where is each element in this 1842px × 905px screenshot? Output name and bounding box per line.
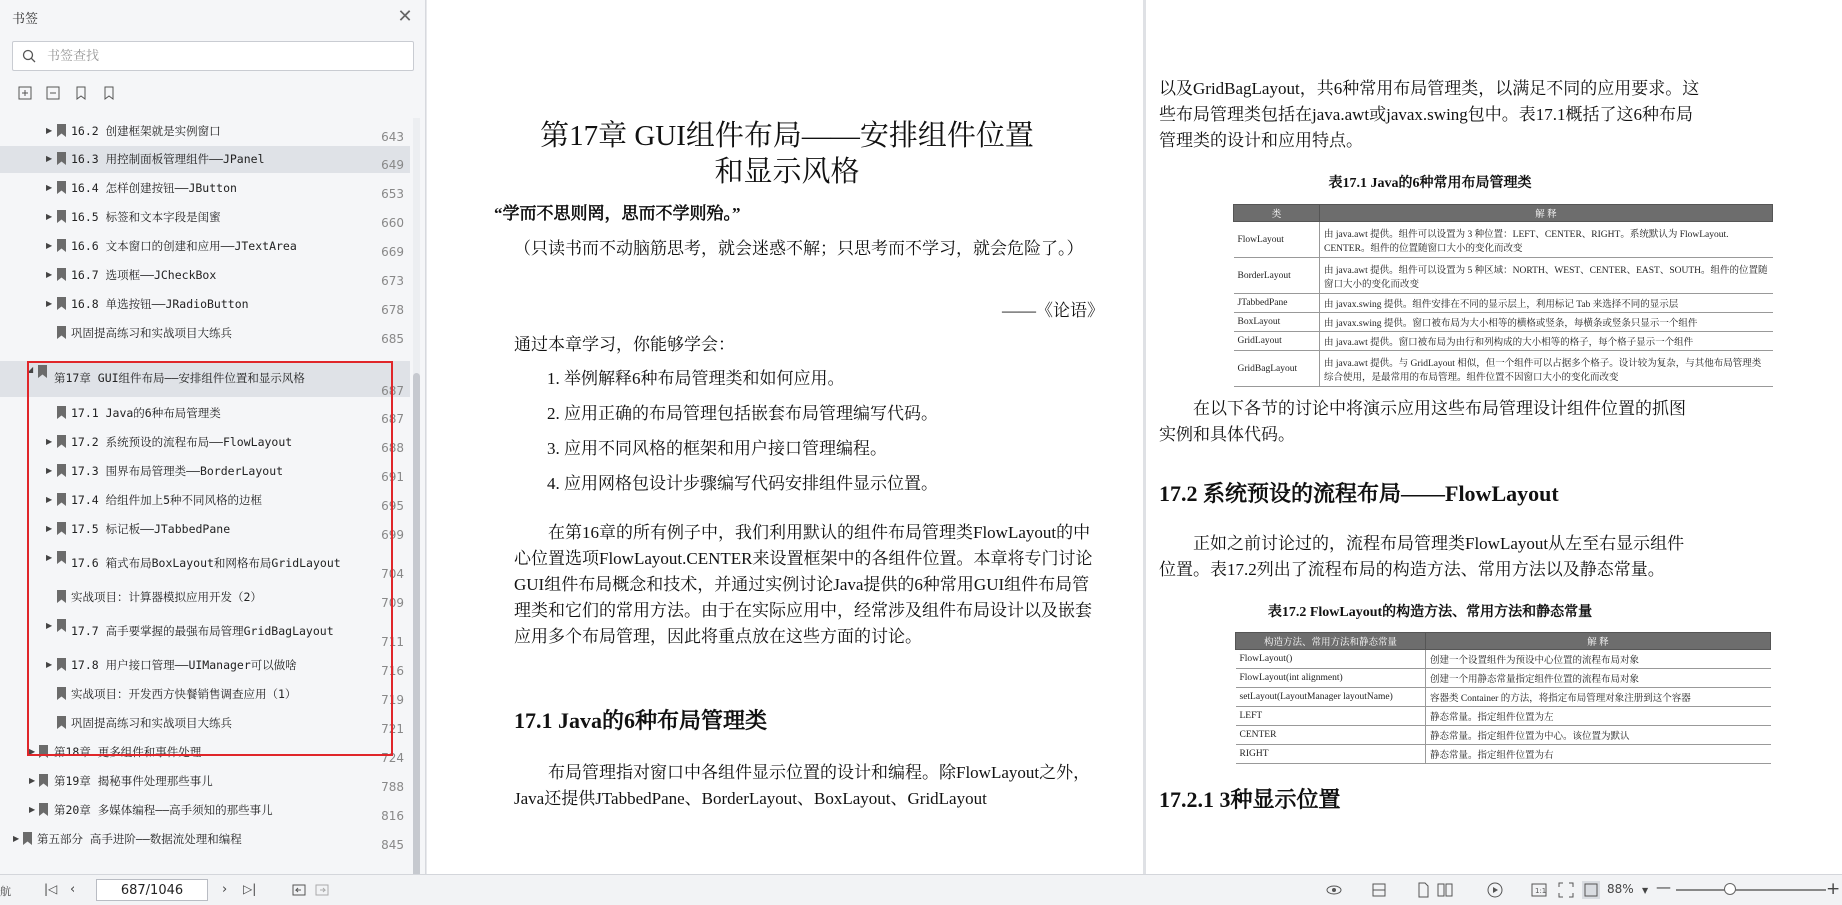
table-caption: 表17.2 FlowLayout的构造方法、常用方法和静态常量 <box>1267 605 1593 620</box>
expand-arrow-icon[interactable]: ▶ <box>46 241 53 250</box>
tree-item-label: 第20章 多媒体编程——高手须知的那些事儿 <box>54 803 273 817</box>
tree-item-label: 实战项目：计算器模拟应用开发（2） <box>71 590 262 604</box>
quote-note <box>514 236 1104 262</box>
table-cell: BoxLayout <box>1234 313 1320 332</box>
scrollbar-thumb[interactable] <box>413 373 420 905</box>
tree-item-page: 788 <box>381 780 404 794</box>
bookmark-icon <box>57 210 66 223</box>
bookmark-icon <box>39 774 48 787</box>
tree-item-label: 17.7 高手要掌握的最强布局管理GridBagLayout <box>71 624 334 638</box>
bookmark-icon <box>57 658 66 671</box>
bookmark-icon[interactable] <box>100 84 118 102</box>
table-cell: BorderLayout <box>1234 258 1320 294</box>
tree-item[interactable] <box>0 233 410 260</box>
tree-item-page: 721 <box>381 722 404 736</box>
tree-item-label: 16.3 用控制面板管理组件——JPanel <box>71 152 265 166</box>
expand-arrow-icon[interactable]: ▶ <box>46 524 53 533</box>
tree-item-chapter[interactable] <box>0 739 410 766</box>
tree-item-label: 第17章 GUI组件布局——安排组件位置和显示风格 <box>54 371 305 385</box>
table-header: 类 <box>1234 205 1320 222</box>
section-heading: 17.2 系统预设的流程布局——FlowLayout <box>1159 481 1559 506</box>
document-view[interactable] <box>427 0 1842 874</box>
zoom-in-icon[interactable]: + <box>1826 879 1841 899</box>
tree-item-page: 719 <box>381 693 404 707</box>
fit-page-icon[interactable] <box>1557 881 1575 899</box>
zoom-dropdown-icon[interactable]: ▼ <box>1642 886 1649 895</box>
tree-item-label: 17.1 Java的6种布局管理类 <box>71 406 221 420</box>
quote-note-text: （只读书而不动脑筋思考，就会迷惑不解；只思考而不学习，就会危险了。） <box>514 239 1084 258</box>
tree-item-label: 17.4 给组件加上5种不同风格的边框 <box>71 493 263 507</box>
bookmark-icon <box>57 551 66 564</box>
bookmark-icon <box>57 493 66 506</box>
prev-page-icon[interactable]: ‹ <box>70 882 76 897</box>
expand-arrow-icon[interactable]: ▶ <box>46 466 53 475</box>
tree-item-label: 17.5 标记板——JTabbedPane <box>71 522 231 536</box>
tree-item[interactable] <box>0 681 410 708</box>
table-cell: FlowLayout(int alignment) <box>1236 669 1426 688</box>
play-icon[interactable] <box>1486 881 1504 899</box>
zoom-level[interactable]: 88% <box>1607 882 1634 896</box>
tree-item-page: 695 <box>381 499 404 513</box>
bookmark-icon <box>57 522 66 535</box>
tree-item[interactable] <box>0 320 410 347</box>
tree-item-page: 816 <box>381 809 404 823</box>
bookmark-search-box[interactable] <box>12 41 414 71</box>
quote-source: ——《论语》 <box>1002 301 1104 320</box>
tree-item-page: 669 <box>381 245 404 259</box>
table-cell: 静态常量。指定组件位置为右 <box>1426 745 1771 764</box>
tree-item-label: 16.2 创建框架就是实例窗口 <box>71 124 221 138</box>
first-page-icon[interactable]: |◁ <box>44 882 58 896</box>
table-caption: 表17.1 Java的6种常用布局管理类 <box>1328 176 1532 191</box>
goal-item: 1. 举例解释6种布局管理类和如何应用。 <box>547 369 845 388</box>
bookmark-icon <box>57 687 66 700</box>
tree-item-label: 实战项目：开发西方快餐销售调查应用（1） <box>71 687 297 701</box>
collapse-arrow-icon[interactable]: ◢ <box>27 365 34 374</box>
tree-item-page: 649 <box>381 158 404 172</box>
tree-item[interactable] <box>0 118 410 145</box>
table-cell: GridBagLayout <box>1234 351 1320 387</box>
table-cell: GridLayout <box>1234 332 1320 351</box>
bookmark-icon <box>39 745 48 758</box>
tree-item-page: 685 <box>381 332 404 346</box>
layout-classes-table <box>1233 204 1773 387</box>
bookmark-search-input[interactable] <box>47 45 407 67</box>
table-header: 构造方法、常用方法和静态常量 <box>1236 633 1426 650</box>
tree-item-label: 17.8 用户接口管理——UIManager可以做啥 <box>71 658 297 672</box>
body-paragraph: 在第16章的所有例子中，我们利用默认的组件布局管理类FlowLayout的中心位置选项FlowLayout.CENTER来设置框架中的各组件位置。本章将专门讨论GUI组件布局概念和技术，并通过实例讨论Java提供的6种常用GUI组件布局管理类和它们的常用方法。由于在实际应用中，经常涉及组件布局设计以及嵌套应用多个布局管理，因此将重点放在这些方面的讨论。 <box>514 523 1093 646</box>
table-cell: setLayout(LayoutManager layoutName) <box>1236 688 1426 707</box>
table-header: 解 释 <box>1320 205 1773 222</box>
expand-arrow-icon[interactable]: ▶ <box>29 805 36 814</box>
tree-item[interactable] <box>0 291 410 318</box>
bookmark-sidebar <box>0 0 426 874</box>
svg-text:1:1: 1:1 <box>1535 887 1547 895</box>
nav-label: 航 <box>0 885 11 898</box>
table-cell: 静态常量。指定组件位置为中心。该位置为默认 <box>1426 726 1771 745</box>
table-cell: JTabbedPane <box>1234 294 1320 313</box>
tree-item-page: 687 <box>381 412 404 426</box>
page-number-input[interactable] <box>96 879 208 901</box>
double-page-icon[interactable] <box>1436 881 1454 899</box>
tree-item-page: 724 <box>381 751 404 765</box>
tree-item-label: 16.6 文本窗口的创建和应用——JTextArea <box>71 239 297 253</box>
body-paragraph: 以及GridBagLayout，共6种常用布局管理类，以满足不同的应用要求。这些布局管理类包括在java.awt或javax.swing包中。表17.1概括了这6种布局管理类的设计和应用特点。 <box>1159 79 1700 150</box>
fit-width-icon[interactable] <box>1370 881 1388 899</box>
collapse-all-icon[interactable] <box>44 84 62 102</box>
table-cell: CENTER <box>1236 726 1426 745</box>
expand-arrow-icon[interactable]: ▶ <box>46 553 53 562</box>
bookmark-icon <box>57 239 66 252</box>
tree-item[interactable] <box>0 429 410 456</box>
tree-item-label: 16.4 怎样创建按钮——JButton <box>71 181 237 195</box>
table-cell: 容器类 Container 的方法，将指定布局管理对象注册到这个容器 <box>1426 688 1771 707</box>
tree-item[interactable] <box>0 400 410 427</box>
body-paragraph: 正如之前讨论过的，流程布局管理类FlowLayout从左至右显示组件位置。表17.2列出了流程布局的构造方法、常用方法以及静态常量。 <box>1159 534 1685 579</box>
sidebar-scrollbar[interactable] <box>413 118 420 870</box>
tree-item[interactable] <box>0 262 410 289</box>
tree-item[interactable] <box>0 652 410 679</box>
tree-item-label: 巩固提高练习和实战项目大练兵 <box>71 716 232 730</box>
goal-item: 3. 应用不同风格的框架和用户接口管理编程。 <box>547 439 887 458</box>
tree-item-chapter-17[interactable] <box>0 361 410 397</box>
goal-item: 4. 应用网格包设计步骤编写代码安排组件显示位置。 <box>547 474 938 493</box>
tree-item-page: 688 <box>381 441 404 455</box>
table-cell: 创建一个设置组件为预设中心位置的流程布局对象 <box>1426 650 1771 669</box>
single-page-icon[interactable] <box>1414 881 1432 899</box>
bookmark-icon <box>57 124 66 137</box>
chapter-title-line: 和显示风格 <box>714 156 860 188</box>
tree-item-page: 673 <box>381 274 404 288</box>
tree-item-label: 16.8 单选按钮——JRadioButton <box>71 297 249 311</box>
tree-item-page: 691 <box>381 470 404 484</box>
table-cell: 由 java.awt 提供。窗口被布局为由行和列构成的大小相等的格子，每个格子显示一个组件 <box>1320 332 1773 351</box>
chapter-title-line: 第17章 GUI组件布局——安排组件位置 <box>540 120 1034 152</box>
bookmark-icon <box>38 365 47 378</box>
bookmark-icon <box>57 326 66 339</box>
tree-item-label: 16.5 标签和文本字段是闺蜜 <box>71 210 221 224</box>
tree-item[interactable] <box>0 545 410 581</box>
tree-item-part[interactable] <box>0 826 410 853</box>
expand-arrow-icon[interactable]: ▶ <box>46 437 53 446</box>
table-cell: 由 javax.swing 提供。窗口被布局为大小相等的横格或竖条，每横条或竖条只显示一个组件 <box>1320 313 1773 332</box>
page-left <box>427 0 1143 874</box>
chapter-title <box>467 118 1107 190</box>
tree-item[interactable] <box>0 175 410 202</box>
table-cell: 静态常量。指定组件位置为左 <box>1426 707 1771 726</box>
bookmark-icon <box>57 716 66 729</box>
expand-arrow-icon[interactable]: ▶ <box>46 183 53 192</box>
table-cell: FlowLayout() <box>1236 650 1426 669</box>
expand-arrow-icon[interactable]: ▶ <box>46 126 53 135</box>
table-header: 解 释 <box>1426 633 1771 650</box>
add-bookmark-icon[interactable] <box>72 84 90 102</box>
bookmark-icon <box>57 590 66 603</box>
tree-item[interactable] <box>0 146 410 173</box>
expand-arrow-icon[interactable]: ▶ <box>13 834 20 843</box>
tree-item[interactable] <box>0 516 410 543</box>
tree-item-page: 653 <box>381 187 404 201</box>
tree-item-label: 第五部分 高手进阶——数据流处理和编程 <box>37 832 242 846</box>
bookmark-icon <box>23 832 32 845</box>
bookmark-icon <box>57 464 66 477</box>
tree-item-page: 709 <box>381 596 404 610</box>
goal-item: 2. 应用正确的布局管理包括嵌套布局管理编写代码。 <box>547 404 938 423</box>
bookmark-icon <box>57 619 66 632</box>
last-page-icon[interactable]: ▷| <box>243 882 257 896</box>
tree-item-chapter[interactable] <box>0 797 410 824</box>
actual-size-icon[interactable] <box>1530 881 1548 899</box>
tree-item-label: 17.2 系统预设的流程布局——FlowLayout <box>71 435 293 449</box>
tree-item[interactable] <box>0 710 410 737</box>
quote: “学而不思则罔，思而不学则殆。” <box>494 204 741 223</box>
tree-item-label: 16.7 选项框——JCheckBox <box>71 268 217 282</box>
forward-icon[interactable] <box>313 881 331 899</box>
expand-arrow-icon[interactable]: ▶ <box>46 621 53 630</box>
tree-item-label: 第19章 揭秘事件处理那些事儿 <box>54 774 213 788</box>
expand-arrow-icon[interactable]: ▶ <box>46 212 53 221</box>
tree-item[interactable] <box>0 613 410 649</box>
expand-arrow-icon[interactable]: ▶ <box>46 660 53 669</box>
expand-arrow-icon[interactable]: ▶ <box>29 776 36 785</box>
table-cell: 由 java.awt 提供。与 GridLayout 相似，但一个组件可以占据多个格子。设计较为复杂，与其他布局管理类综合使用，是最常用的布局管理。组件位置不因窗口大小的变化而改变 <box>1320 351 1773 387</box>
bookmark-icon <box>57 268 66 281</box>
tree-item-page: 845 <box>381 838 404 852</box>
tree-item-page: 660 <box>381 216 404 230</box>
back-icon[interactable] <box>290 881 308 899</box>
intro-text: 通过本章学习，你能够学会： <box>514 335 735 354</box>
tree-item-page: 711 <box>381 635 404 649</box>
table-cell: 由 java.awt 提供。组件可以设置为 5 种区域：NORTH、WEST、CENTER、EAST、SOUTH。组件的位置随窗口大小的变化而改变 <box>1320 258 1773 294</box>
tree-item-page: 716 <box>381 664 404 678</box>
close-icon[interactable]: ✕ <box>397 6 413 27</box>
tree-item-page: 687 <box>381 384 404 398</box>
tree-item-label: 巩固提高练习和实战项目大练兵 <box>71 326 232 340</box>
bookmark-icon <box>57 152 66 165</box>
sidebar-title: 书签 <box>12 12 39 27</box>
table-cell: LEFT <box>1236 707 1426 726</box>
flowlayout-methods-table <box>1235 632 1771 764</box>
status-bar <box>0 874 1842 905</box>
table-cell: 由 javax.swing 提供。组件安排在不同的显示层上，利用标记 Tab 来选择不同的显示层 <box>1320 294 1773 313</box>
tree-item-page: 699 <box>381 528 404 542</box>
tree-item[interactable] <box>0 487 410 514</box>
expand-arrow-icon[interactable]: ▶ <box>46 495 53 504</box>
table-cell: 由 java.awt 提供。组件可以设置为 3 种位置：LEFT、CENTER、RIGHT。系统默认为 FlowLayout. CENTER。组件的位置随窗口大小的变化而改变 <box>1320 222 1773 258</box>
tree-item-chapter[interactable] <box>0 768 410 795</box>
page-right <box>1146 0 1842 874</box>
tree-item[interactable] <box>0 584 410 611</box>
expand-arrow-icon[interactable]: ▶ <box>46 299 53 308</box>
tree-item-label: 17.3 围界布局管理类——BorderLayout <box>71 464 284 478</box>
eye-protection-icon[interactable] <box>1325 881 1343 899</box>
table-cell: RIGHT <box>1236 745 1426 764</box>
bookmark-icon <box>57 297 66 310</box>
search-icon <box>22 49 36 63</box>
subsection-heading: 17.2.1 3种显示位置 <box>1159 787 1341 812</box>
fit-window-icon[interactable] <box>1582 881 1600 899</box>
bookmark-icon <box>57 435 66 448</box>
expand-arrow-icon[interactable]: ▶ <box>46 154 53 163</box>
expand-all-icon[interactable] <box>16 84 34 102</box>
section-heading: 17.1 Java的6种布局管理类 <box>514 708 768 733</box>
tree-item-page: 704 <box>381 567 404 581</box>
table-cell: FlowLayout <box>1234 222 1320 258</box>
zoom-slider[interactable] <box>1676 889 1826 891</box>
body-paragraph: 在以下各节的讨论中将演示应用这些布局管理设计组件位置的抓图实例和具体代码。 <box>1159 399 1686 444</box>
body-paragraph: 布局管理指对窗口中各组件显示位置的设计和编程。除FlowLayout之外，Java还提供JTabbedPane、BorderLayout、BoxLayout、GridLayout <box>514 763 1091 808</box>
next-page-icon[interactable]: › <box>222 882 228 897</box>
tree-item-label: 17.6 箱式布局BoxLayout和网格布局GridLayout <box>71 556 341 570</box>
tree-item[interactable] <box>0 458 410 485</box>
bookmark-icon <box>57 181 66 194</box>
bookmark-icon <box>39 803 48 816</box>
zoom-out-icon[interactable]: — <box>1656 878 1671 896</box>
expand-arrow-icon[interactable]: ▶ <box>29 747 36 756</box>
zoom-slider-handle[interactable] <box>1724 883 1736 895</box>
tree-item[interactable] <box>0 204 410 231</box>
bookmark-tree <box>0 118 410 870</box>
tree-item-page: 678 <box>381 303 404 317</box>
expand-arrow-icon[interactable]: ▶ <box>46 270 53 279</box>
tree-item-label: 第18章 更多组件和事件处理 <box>54 745 202 759</box>
table-cell: 创建一个用静态常量指定组件位置的流程布局对象 <box>1426 669 1771 688</box>
bookmark-icon <box>57 406 66 419</box>
tree-item-page: 643 <box>381 130 404 144</box>
